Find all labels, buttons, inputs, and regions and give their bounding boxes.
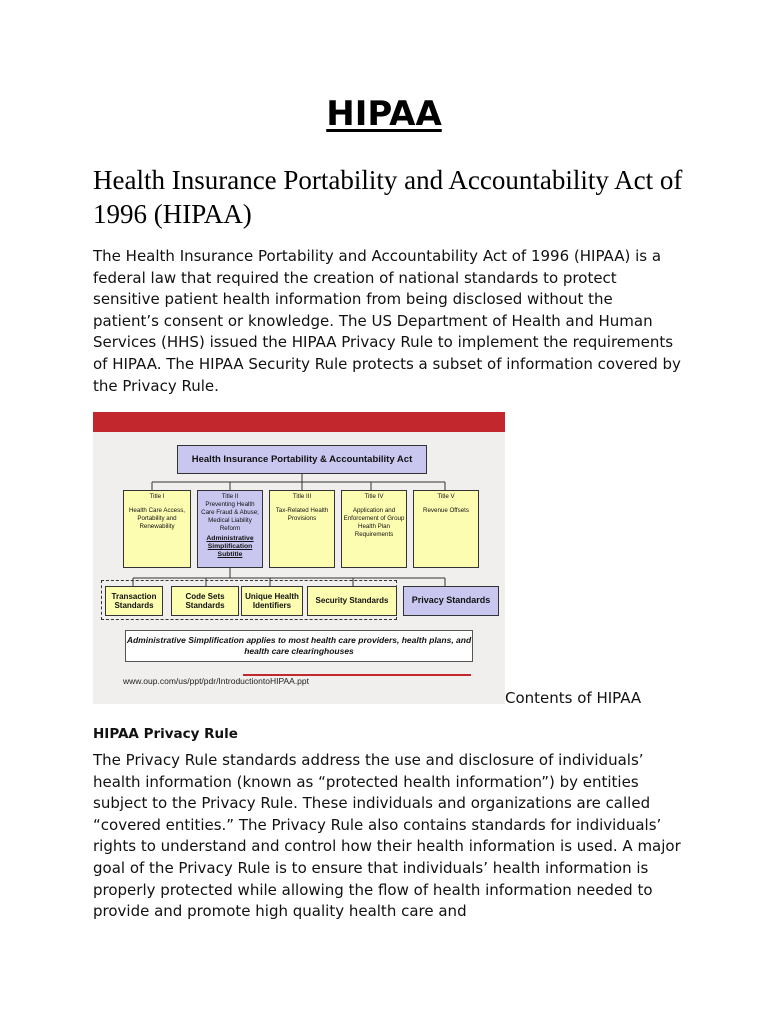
transaction-standards-box: Transaction Standards: [105, 586, 163, 616]
title-v-box: [413, 490, 479, 568]
title-iv-box: [341, 490, 407, 568]
title-v-desc: Revenue Offsets: [423, 507, 469, 514]
security-standards-box: Security Standards: [307, 586, 397, 616]
admin-simplification-note: Administrative Simplification applies to most health care providers, health plans, and health care clearinghouses: [125, 630, 473, 662]
title-iv-desc: Application and Enforcement of Group Health Plan Requirements: [343, 507, 405, 538]
figure-caption: Contents of HIPAA: [505, 689, 642, 707]
title-i-box: [123, 490, 191, 568]
title-ii-box: [197, 490, 263, 568]
hipaa-structure-diagram: [93, 412, 505, 704]
title-iii-desc: Tax-Related Health Provisions: [275, 507, 329, 522]
title-ii-name: Title II: [221, 493, 239, 500]
title-iii-box: [269, 490, 335, 568]
title-i-desc: Health Care Access, Portability and Renewability: [128, 507, 186, 530]
privacy-rule-heading: HIPAA Privacy Rule: [93, 726, 238, 742]
intro-paragraph: The Health Insurance Portability and Accountability Act of 1996 (HIPAA) is a federal law that required the creation of national standards to protect sensitive patient health information from being disclosed without the patient’s consent or knowledge. The US Department of Health and Human Services (HHS) issued the HIPAA Privacy Rule to implement the requirements of HIPAA. The HIPAA Security Rule protects a subset of information covered by the Privacy Rule.: [93, 247, 681, 395]
privacy-standards-box: Privacy Standards: [403, 586, 499, 616]
title-v-name: Title V: [437, 493, 455, 500]
title-ii-desc: Preventing Health Care Fraud & Abuse; Medical Liability Reform: [201, 501, 259, 532]
title-ii-subtitle: Administrative Simplification Subtitle: [206, 535, 254, 558]
act-heading: Health Insurance Portability and Accountability Act of 1996 (HIPAA): [93, 165, 683, 229]
diagram-root-box: Health Insurance Portability & Accountability Act: [177, 445, 427, 474]
source-url: www.oup.com/us/ppt/pdr/IntroductiontoHIPAA.ppt: [123, 676, 309, 686]
title-iv-name: Title IV: [364, 493, 384, 500]
unique-health-identifiers-box: Unique Health Identifiers: [241, 586, 303, 616]
document-title: HIPAA: [326, 94, 442, 134]
privacy-rule-paragraph: The Privacy Rule standards address the use and disclosure of individuals’ health information (known as “protected health information”) by entities subject to the Privacy Rule. These individuals and organizations are called “covered entities.” The Privacy Rule also contains standards for individuals’ rights to understand and control how their health information is used. A major goal of the Privacy Rule is to ensure that individuals’ health information is properly protected while allowing the flow of health information needed to provide and promote high quality health care and: [93, 751, 681, 921]
code-sets-standards-box: Code Sets Standards: [171, 586, 239, 616]
title-i-name: Title I: [149, 493, 165, 500]
title-iii-name: Title III: [292, 493, 312, 500]
